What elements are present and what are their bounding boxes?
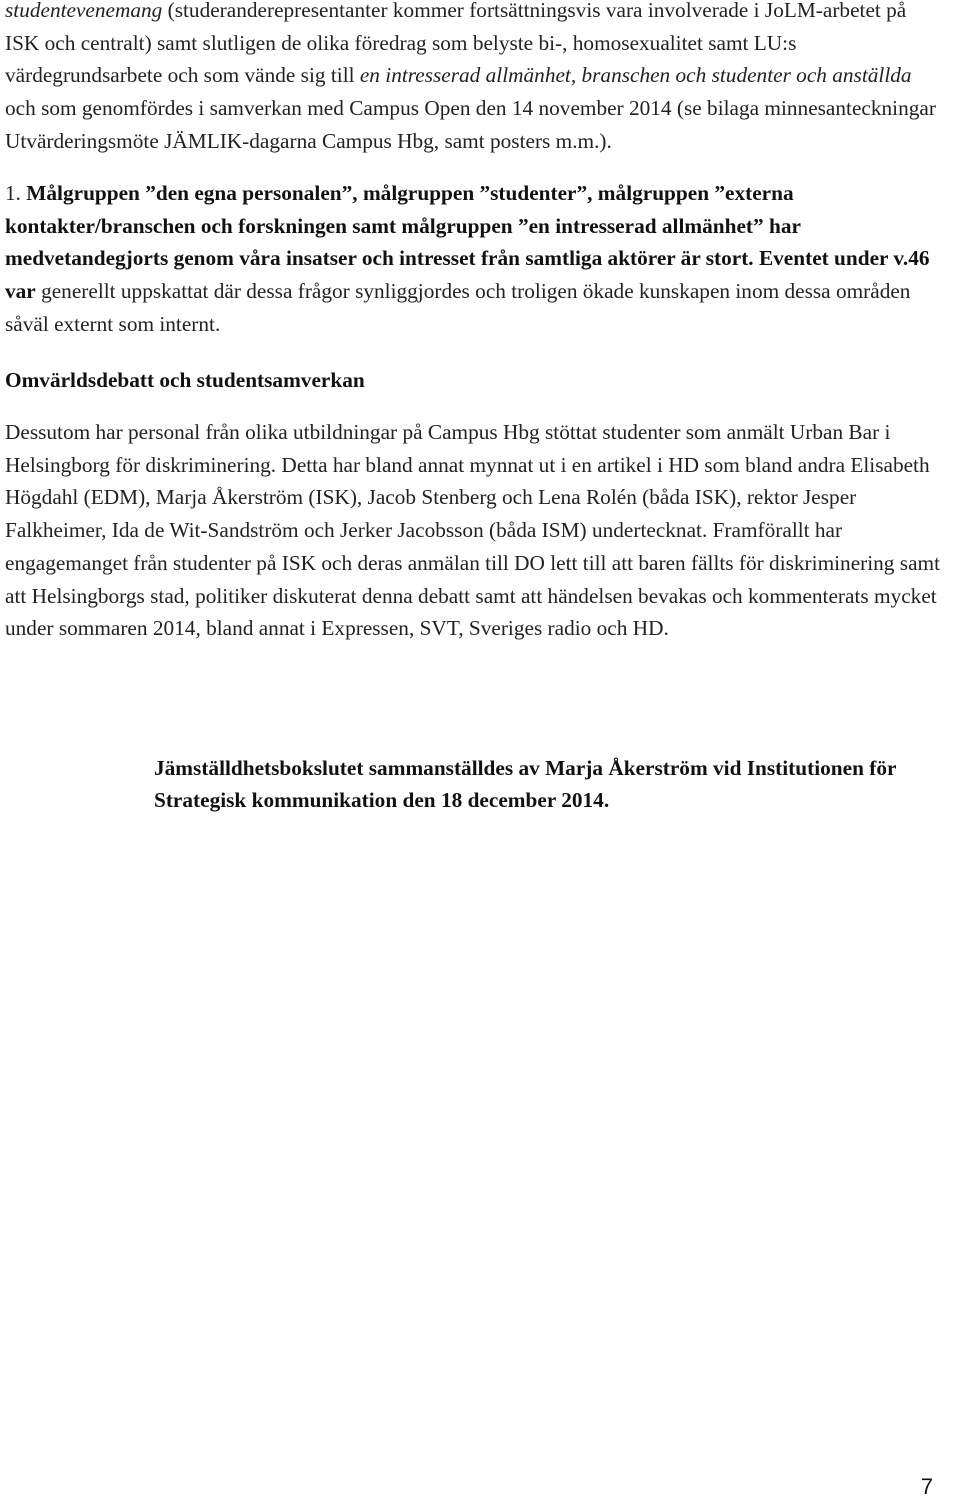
list-number: 1. (5, 181, 27, 205)
target-group-paragraph (5, 177, 945, 341)
intro-paragraph (5, 0, 945, 158)
page-number: 7 (920, 1474, 933, 1499)
paragraph-text: generellt uppskattat där dessa frågor synliggjordes och troligen ökade kunskapen inom dessa områden såväl externt som internt. (5, 279, 911, 336)
paragraph-text: och som genomfördes i samverkan med Campus Open den 14 november 2014 (se bilaga minnesanteckningar Utvärderingsmöte JÄMLIK-dagarna Campus Hbg, samt posters m.m.). (5, 96, 936, 153)
paragraph-text: (studeranderepresentanter kommer fortsättningsvis vara involverade i JoLM-arbetet på ISK och centralt) samt slutligen de olika föredrag som belyste bi-, homosexualitet samt LU:s värdegrundsarbete och som vände sig till (5, 0, 907, 88)
bold-statement: Målgruppen ”den egna personalen”, målgruppen ”studenter”, målgruppen ”externa kontakter/branschen och forskningen samt målgruppen ”en intresserad allmänhet” har medvetandegjorts genom våra insatser och intresset från samtliga aktörer är stort. Eventet under v.46 var (5, 181, 930, 304)
closing-statement: Jämställdhetsbokslutet sammanställdes av Marja Åkerström vid Institutionen för Strategisk kommunikation den 18 december 2014. (154, 756, 897, 812)
italic-target-audience: en intresserad allmänhet, branschen och studenter och anställda (359, 63, 912, 88)
debate-paragraph: Dessutom har personal från olika utbildningar på Campus Hbg stöttat studenter som anmält Urban Bar i Helsingborg för diskriminering. Detta har bland annat mynnat ut i en artikel i HD som bland andra Elisabeth Högdahl (EDM), Marja Åkerström (ISK), Jacob Stenberg och Lena Rolén (båda ISK), rektor Jesper Falkheimer, Ida de Wit-Sandström och Jerker Jacobsson (båda ISM) undertecknat. Framförallt har engagemanget från studenter på ISK och deras anmälan till DO lett till att baren fällts för diskriminering samt att Helsingborgs stad, politiker diskuterat denna debatt samt att händelsen bevakas och kommenterats mycket under sommaren 2014, bland annat i Expressen, SVT, Sveriges radio och HD. (5, 420, 941, 641)
section-heading: Omvärldsdebatt och studentsamverkan (5, 368, 365, 392)
italic-term-studentevenemang: studentevenemang (5, 0, 163, 22)
